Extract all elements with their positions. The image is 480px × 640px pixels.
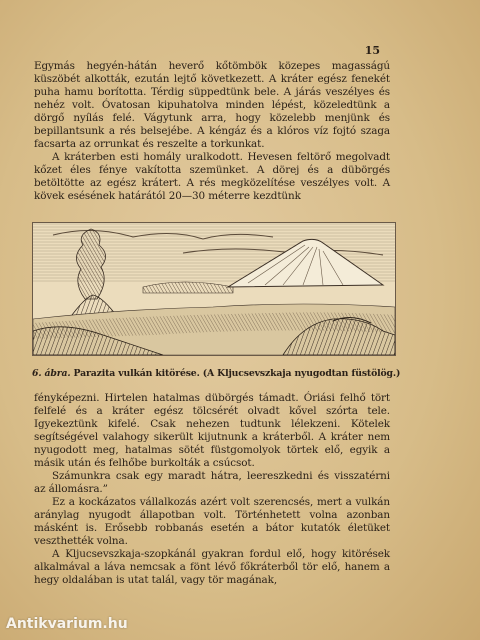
top-text-block <box>34 60 390 203</box>
caption-text: Parazita vulkán kitörése. (A Kljucsevszkaja nyugodtan füstölög.) <box>73 368 401 379</box>
paragraph: Ez a kockázatos vállalkozás azért volt szerencsés, mert a vulkán aránylag nyugodt állapotban volt. Történhetett volna azonban másként is. Erősebb robbanás esetén a bátor kutatók életüket veszthették volna. <box>34 496 390 547</box>
caption-number: 6. ábra. <box>32 368 71 379</box>
paragraph: A kráterben esti homály uralkodott. Hevesen feltörő megolvadt kőzet éles fénye vakította szemünket. A dörej és a dübörgés betöltötte az egész krátert. A rés megközelítése veszélyes volt. A kövek esésének határától 20—30 méterre kezdtünk <box>34 151 390 202</box>
paragraph: A Kljucsevszkaja-szopkánál gyakran fordul elő, hogy kitörések alkalmával a láva nemcsak a fönt lévő főkráterből tör elő, hanem a hegy oldalában is utat talál, vagy tör magának, <box>34 548 390 586</box>
paragraph: Számunkra csak egy maradt hátra, leereszkedni és visszatérni az állomásra.” <box>34 470 390 495</box>
bottom-text-block <box>34 392 390 587</box>
paragraph: fényképezni. Hirtelen hatalmas dübörgés támadt. Óriási felhő tört felfelé és a kráter egész tölcsérét olvadt kővel szórta tele. Igyekeztünk kifelé. Csak nehezen tudtunk lélekzeni. Kötelek segítségével valahogy sikerült kijutnunk a kráterből. A kráter nem nyugodott meg, hatalmas sötét füstgomolyok törtek elő, egyik a másik után és felhőbe burkolták a csúcsot. <box>34 392 390 469</box>
volcano-illustration <box>32 222 396 356</box>
paragraph: Egymás hegyén-hátán heverő kőtömbök közepes magasságú küszöbét alkották, ezután lejtő következett. A kráter egész fenekét puha hamu borította. Térdig süppedtünk bele. A járás veszélyes és nehéz volt. Óvatosan kipuhatolva minden lépést, közeledtünk a dörgő nyílás felé. Vágytunk arra, hogy közelebb menjünk és bepillantsunk a rés belsejébe. A kéngáz és a klóros víz fojtó szaga facsarta az orrunkat és reszelte a torkunkat. <box>34 60 390 150</box>
page-number: 15 <box>364 44 380 57</box>
watermark: Antikvarium.hu <box>6 616 128 632</box>
figure-caption <box>32 368 402 379</box>
volcano-engraving-drawing <box>33 223 395 355</box>
